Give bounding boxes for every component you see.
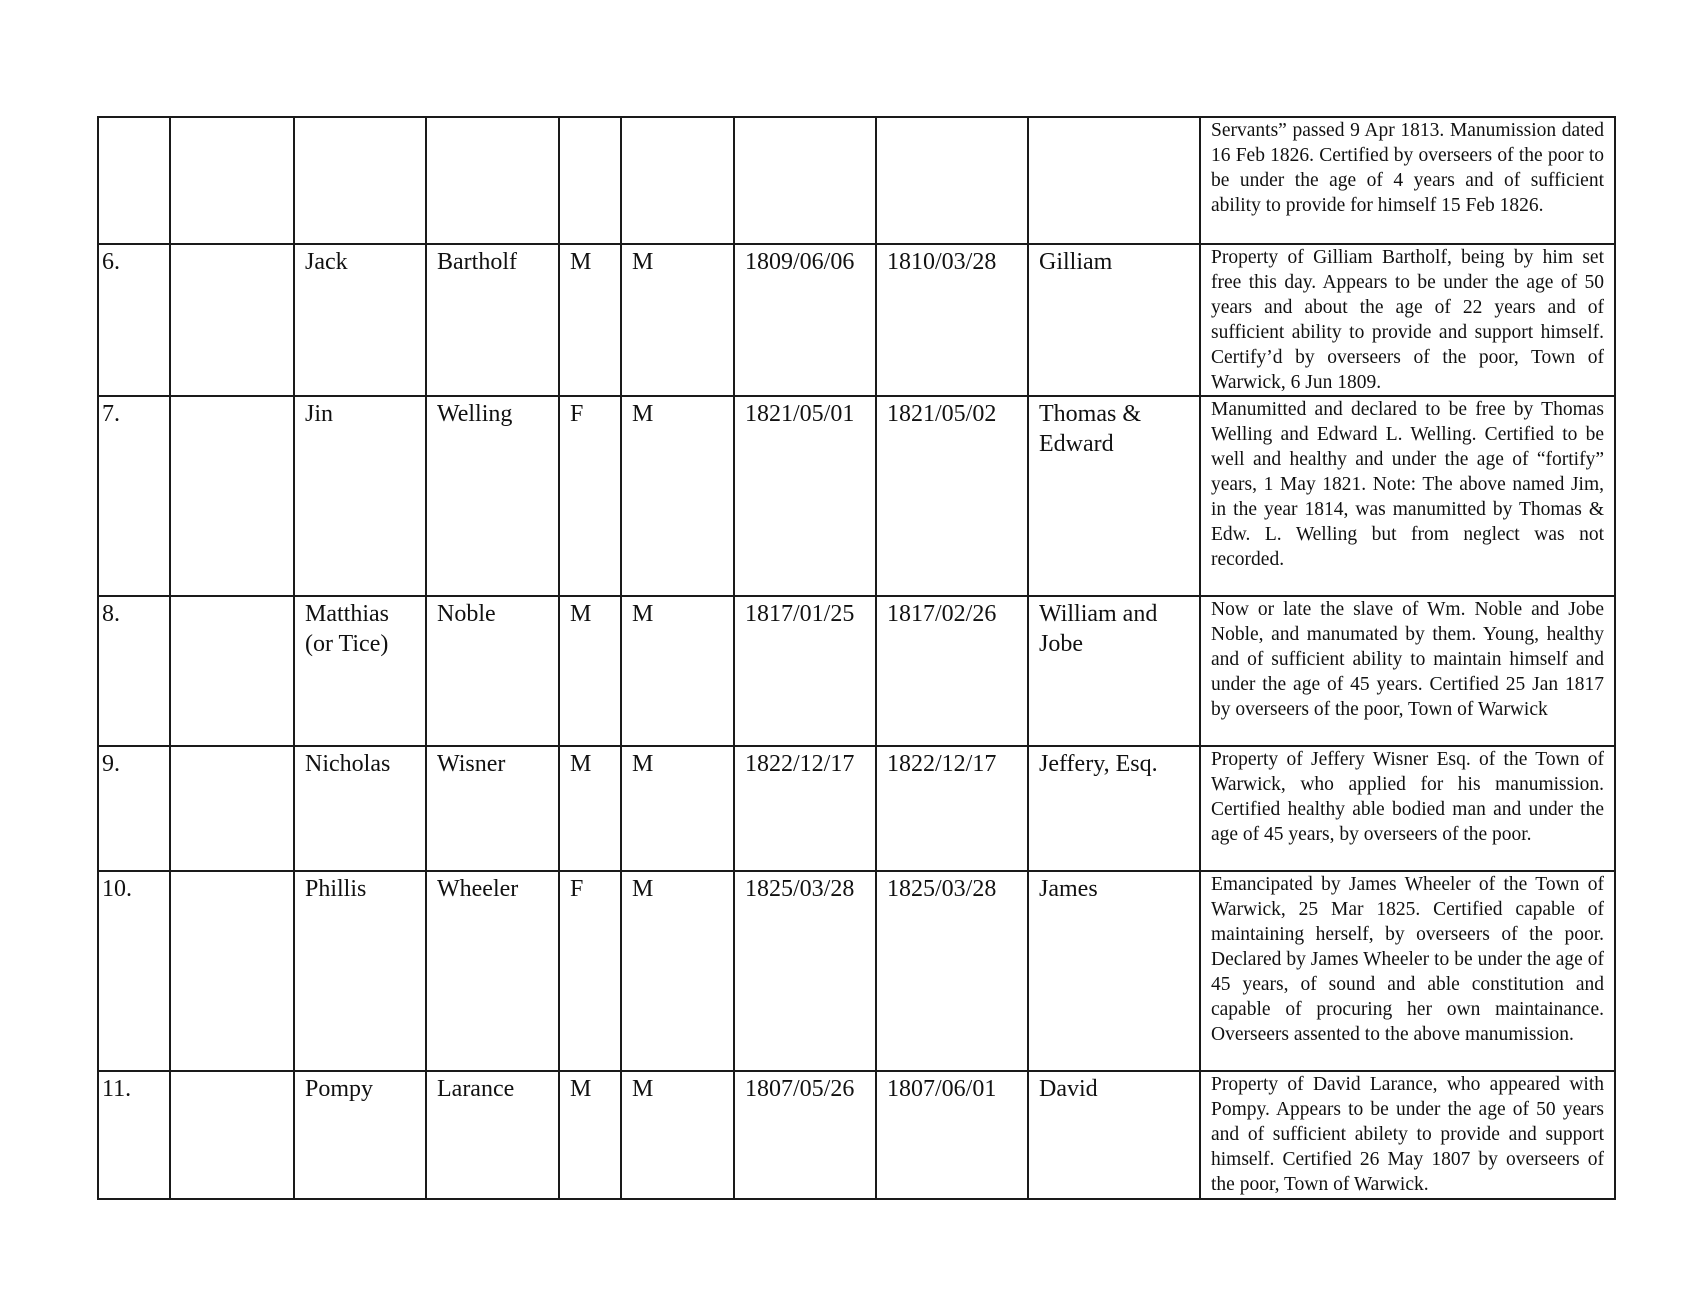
given-name: Jack	[294, 244, 426, 396]
date-2: 1822/12/17	[876, 746, 1028, 871]
blank-cell	[170, 1071, 294, 1199]
date-2: 1807/06/01	[876, 1071, 1028, 1199]
date-1: 1817/01/25	[734, 596, 876, 746]
table-row	[98, 596, 1615, 746]
entry-number: 10.	[98, 871, 170, 1071]
sex	[559, 117, 621, 244]
given-name: Matthias (or Tice)	[294, 596, 426, 746]
status: M	[621, 1071, 734, 1199]
sex: M	[559, 746, 621, 871]
given-name: Jin	[294, 396, 426, 596]
blank-cell	[170, 117, 294, 244]
table-row	[98, 746, 1615, 871]
notes: Now or late the slave of Wm. Noble and Jobe Noble, and manumated by them. Young, healthy and of sufficient ability to maintain himself and under the age of 45 years. Certified 25 Jan 1817 by overseers of the poor, Town of Warwick	[1200, 596, 1615, 746]
status: M	[621, 244, 734, 396]
owner: Gilliam	[1028, 244, 1200, 396]
blank-cell	[170, 244, 294, 396]
date-1: 1821/05/01	[734, 396, 876, 596]
notes: Property of Jeffery Wisner Esq. of the Town of Warwick, who applied for his manumission. Certified healthy able bodied man and under the age of 45 years, by overseers of the poor.	[1200, 746, 1615, 871]
owner: James	[1028, 871, 1200, 1071]
status: M	[621, 746, 734, 871]
table-row	[98, 871, 1615, 1071]
table-row	[98, 244, 1615, 396]
surname: Noble	[426, 596, 559, 746]
entry-number: 6.	[98, 244, 170, 396]
blank-cell	[170, 871, 294, 1071]
entry-number: 7.	[98, 396, 170, 596]
entry-number	[98, 117, 170, 244]
owner: Thomas & Edward	[1028, 396, 1200, 596]
status: M	[621, 596, 734, 746]
blank-cell	[170, 396, 294, 596]
manumission-register-table	[97, 116, 1616, 1200]
status	[621, 117, 734, 244]
entry-number: 11.	[98, 1071, 170, 1199]
given-name: Nicholas	[294, 746, 426, 871]
entry-number: 9.	[98, 746, 170, 871]
date-1: 1825/03/28	[734, 871, 876, 1071]
table-row	[98, 117, 1615, 244]
surname: Wheeler	[426, 871, 559, 1071]
date-2: 1821/05/02	[876, 396, 1028, 596]
notes: Property of Gilliam Bartholf, being by him set free this day. Appears to be under the age of 50 years and about the age of 22 years and of sufficient ability to provide and support himself. Certify’d by overseers of the poor, Town of Warwick, 6 Jun 1809.	[1200, 244, 1615, 396]
owner	[1028, 117, 1200, 244]
table-row	[98, 396, 1615, 596]
date-1: 1807/05/26	[734, 1071, 876, 1199]
date-1	[734, 117, 876, 244]
status: M	[621, 871, 734, 1071]
surname: Welling	[426, 396, 559, 596]
entry-number: 8.	[98, 596, 170, 746]
owner: Jeffery, Esq.	[1028, 746, 1200, 871]
given-name: Pompy	[294, 1071, 426, 1199]
blank-cell	[170, 746, 294, 871]
date-2: 1810/03/28	[876, 244, 1028, 396]
table-row	[98, 1071, 1615, 1199]
blank-cell	[170, 596, 294, 746]
sex: M	[559, 1071, 621, 1199]
surname: Larance	[426, 1071, 559, 1199]
sex: F	[559, 871, 621, 1071]
notes: Property of David Larance, who appeared with Pompy. Appears to be under the age of 50 years and of sufficient abilety to provide and support himself. Certified 26 May 1807 by overseers of the poor, Town of Warwick.	[1200, 1071, 1615, 1199]
date-1: 1809/06/06	[734, 244, 876, 396]
sex: M	[559, 244, 621, 396]
date-1: 1822/12/17	[734, 746, 876, 871]
status: M	[621, 396, 734, 596]
surname: Bartholf	[426, 244, 559, 396]
date-2: 1817/02/26	[876, 596, 1028, 746]
given-name	[294, 117, 426, 244]
sex: M	[559, 596, 621, 746]
surname: Wisner	[426, 746, 559, 871]
surname	[426, 117, 559, 244]
sex: F	[559, 396, 621, 596]
given-name: Phillis	[294, 871, 426, 1071]
date-2: 1825/03/28	[876, 871, 1028, 1071]
notes: Servants” passed 9 Apr 1813. Manumission dated 16 Feb 1826. Certified by overseers of the poor to be under the age of 4 years and of sufficient ability to provide for himself 15 Feb 1826.	[1200, 117, 1615, 244]
notes: Manumitted and declared to be free by Thomas Welling and Edward L. Welling. Certified to be well and healthy and under the age of “fortify” years, 1 May 1821. Note: The above named Jim, in the year 1814, was manumitted by Thomas & Edw. L. Welling but from neglect was not recorded.	[1200, 396, 1615, 596]
owner: William and Jobe	[1028, 596, 1200, 746]
date-2	[876, 117, 1028, 244]
notes: Emancipated by James Wheeler of the Town of Warwick, 25 Mar 1825. Certified capable of maintaining herself, by overseers of the poor. Declared by James Wheeler to be under the age of 45 years, of sound and able constitution and capable of procuring her own maintainance. Overseers assented to the above manumission.	[1200, 871, 1615, 1071]
owner: David	[1028, 1071, 1200, 1199]
